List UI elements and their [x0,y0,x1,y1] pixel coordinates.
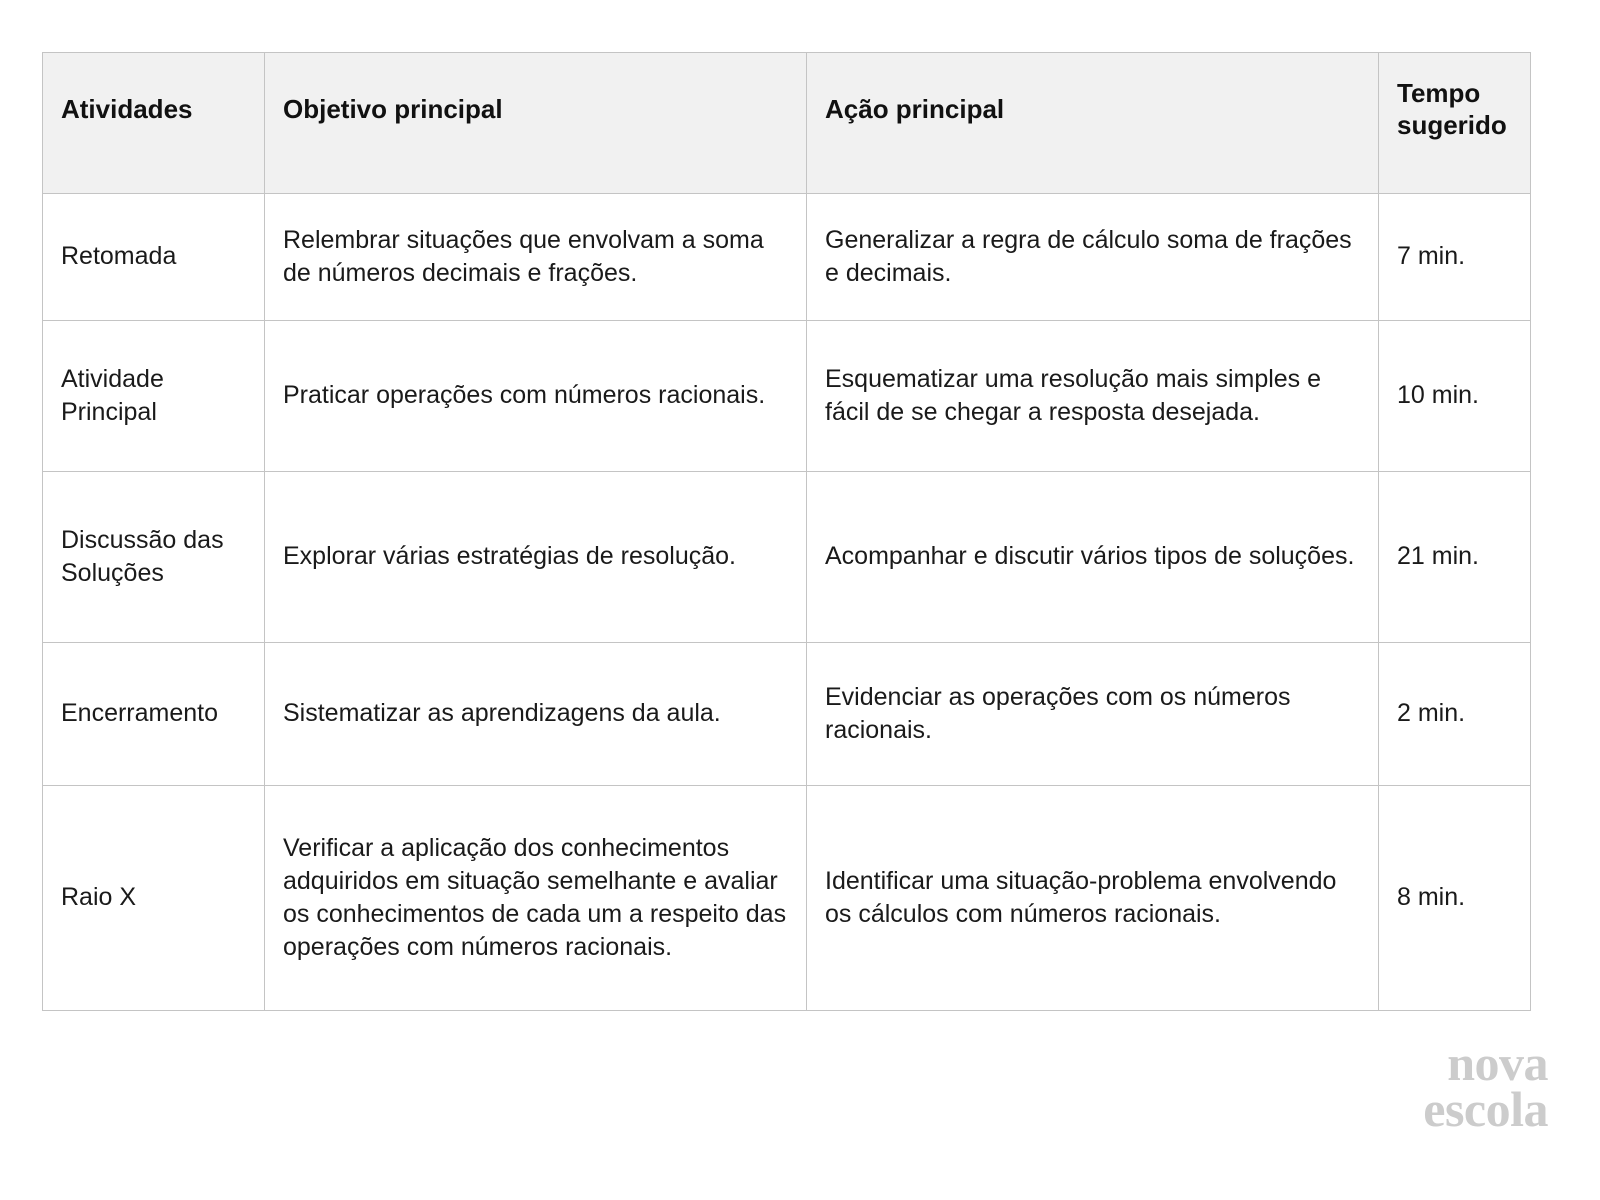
table-body [43,194,1531,1011]
table-header-row [43,53,1531,194]
column-header-atividades-label: Atividades [61,93,193,124]
column-header-atividades [43,53,265,194]
table-row [43,321,1531,472]
column-header-acao-principal-label: Ação principal [825,93,1005,124]
cell-time: 21 min. [1379,472,1531,643]
cell-time: 10 min. [1379,321,1531,472]
cell-action: Evidenciar as operações com os números racionais. [807,643,1379,786]
cell-time: 2 min. [1379,643,1531,786]
cell-action: Acompanhar e discutir vários tipos de soluções. [807,472,1379,643]
table-row [43,194,1531,321]
lesson-plan-table [42,52,1531,1011]
cell-activity: Discussão das Soluções [43,472,265,643]
column-header-objetivo-principal-label: Objetivo principal [283,93,503,124]
cell-activity: Atividade Principal [43,321,265,472]
cell-objective: Explorar várias estratégias de resolução. [265,472,807,643]
cell-activity: Retomada [43,194,265,321]
cell-objective: Relembrar situações que envolvam a soma de números decimais e frações. [265,194,807,321]
logo-line-nova: nova [1447,1035,1548,1091]
table-row [43,472,1531,643]
cell-time: 8 min. [1379,786,1531,1011]
table-row [43,643,1531,786]
cell-objective: Praticar operações com números racionais. [265,321,807,472]
cell-action: Esquematizar uma resolução mais simples e fácil de se chegar a resposta desejada. [807,321,1379,472]
column-header-acao-principal [807,53,1379,194]
cell-objective: Sistematizar as aprendizagens da aula. [265,643,807,786]
column-header-objetivo-principal [265,53,807,194]
cell-action: Identificar uma situação-problema envolvendo os cálculos com números racionais. [807,786,1379,1011]
table-row [43,786,1531,1011]
cell-objective: Verificar a aplicação dos conhecimentos adquiridos em situação semelhante e avaliar os conhecimentos de cada um a respeito das operações com números racionais. [265,786,807,1011]
column-header-tempo-sugerido [1379,53,1531,194]
cell-action: Generalizar a regra de cálculo soma de frações e decimais. [807,194,1379,321]
cell-activity: Encerramento [43,643,265,786]
table-header [43,53,1531,194]
column-header-tempo-sugerido-label: Tempo sugerido [1397,77,1507,140]
cell-activity: Raio X [43,786,265,1011]
nova-escola-logo [1423,1035,1548,1137]
logo-line-escola: escola [1423,1081,1548,1137]
cell-time: 7 min. [1379,194,1531,321]
lesson-plan-table-container [42,52,1530,1011]
